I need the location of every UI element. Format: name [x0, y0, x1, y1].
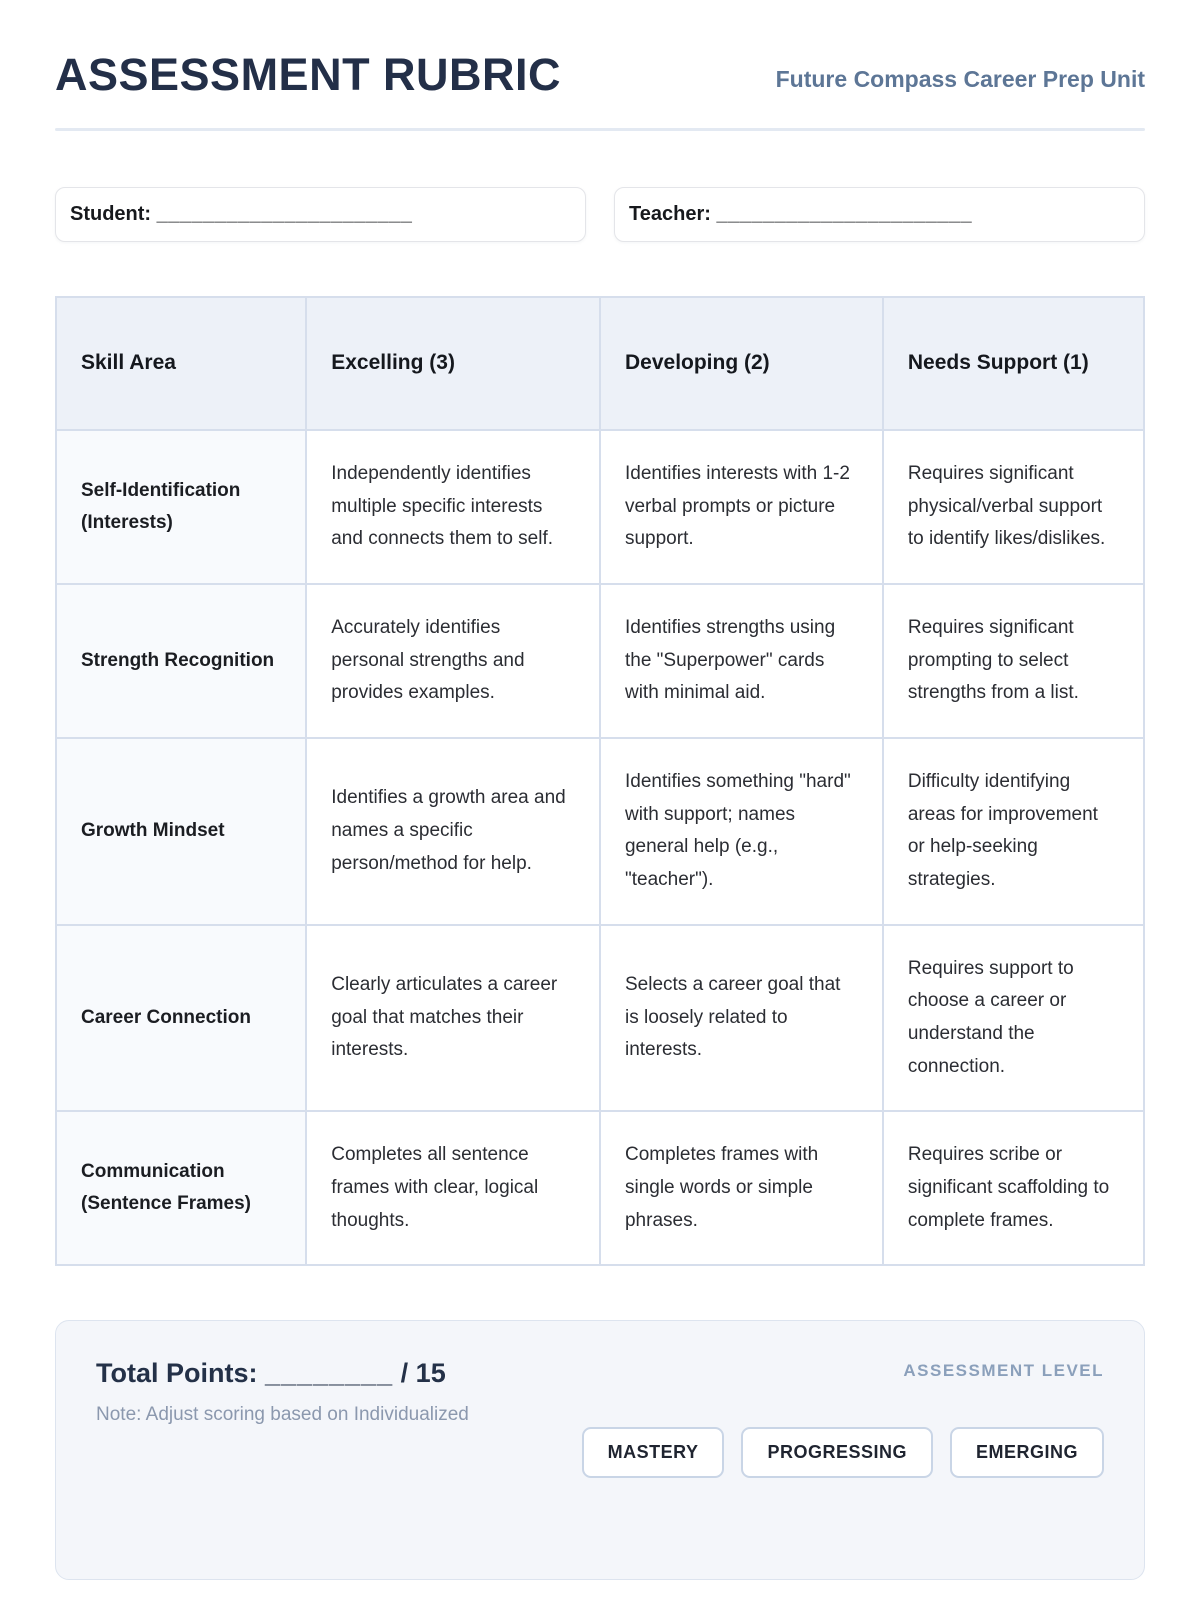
teacher-blank-line[interactable]: ______________________	[716, 203, 973, 225]
name-fields	[55, 187, 1145, 242]
student-label: Student:	[70, 203, 152, 225]
teacher-label: Teacher:	[629, 203, 711, 225]
excelling-criteria: Clearly articulates a career goal that matches their interests.	[306, 925, 600, 1112]
page-subtitle: Future Compass Career Prep Unit	[775, 66, 1145, 92]
total-points-section	[96, 1358, 469, 1499]
skill-name: Career Connection	[56, 925, 306, 1112]
excelling-criteria: Independently identifies multiple specific interests and connects them to self.	[306, 430, 600, 584]
needs-support-criteria: Difficulty identifying areas for improvement or help-seeking strategies.	[883, 738, 1144, 925]
excelling-criteria: Completes all sentence frames with clear, logical thoughts.	[306, 1111, 600, 1265]
needs-support-criteria: Requires scribe or significant scaffolding to complete frames.	[883, 1111, 1144, 1265]
total-points-label: Total Points:	[96, 1358, 258, 1389]
table-header-row	[56, 297, 1144, 430]
excelling-criteria: Identifies a growth area and names a specific person/method for help.	[306, 738, 600, 925]
developing-criteria: Completes frames with single words or simple phrases.	[600, 1111, 883, 1265]
developing-criteria: Identifies strengths using the "Superpower" cards with minimal aid.	[600, 584, 883, 738]
page-header	[55, 49, 1145, 100]
scoring-note: Note: Adjust scoring based on Individualized	[96, 1404, 469, 1426]
column-header-excelling: Excelling (3)	[306, 297, 600, 430]
skill-name: Strength Recognition	[56, 584, 306, 738]
skill-name: Communication (Sentence Frames)	[56, 1111, 306, 1265]
excelling-criteria: Accurately identifies personal strengths and provides examples.	[306, 584, 600, 738]
skill-name: Self-Identification (Interests)	[56, 430, 306, 584]
needs-support-criteria: Requires significant physical/verbal support to identify likes/dislikes.	[883, 430, 1144, 584]
score-summary-card	[55, 1320, 1145, 1580]
table-row	[56, 738, 1144, 925]
assessment-level-label: ASSESSMENT LEVEL	[903, 1361, 1104, 1381]
rubric-table	[55, 296, 1145, 1266]
assessment-level-section	[582, 1358, 1104, 1499]
developing-criteria: Selects a career goal that is loosely related to interests.	[600, 925, 883, 1112]
table-row	[56, 584, 1144, 738]
header-divider	[55, 128, 1145, 131]
skill-name: Growth Mindset	[56, 738, 306, 925]
student-field[interactable]	[55, 187, 586, 242]
page-title: ASSESSMENT RUBRIC	[55, 49, 562, 100]
developing-criteria: Identifies interests with 1-2 verbal prompts or picture support.	[600, 430, 883, 584]
teacher-field[interactable]	[614, 187, 1145, 242]
column-header-skill-area: Skill Area	[56, 297, 306, 430]
column-header-developing: Developing (2)	[600, 297, 883, 430]
table-row	[56, 1111, 1144, 1265]
developing-criteria: Identifies something "hard" with support; names general help (e.g., "teacher").	[600, 738, 883, 925]
emerging-button[interactable]: EMERGING	[950, 1427, 1104, 1478]
assessment-level-options	[582, 1427, 1104, 1478]
column-header-needs-support: Needs Support (1)	[883, 297, 1144, 430]
needs-support-criteria: Requires support to choose a career or understand the connection.	[883, 925, 1144, 1112]
table-row	[56, 925, 1144, 1112]
total-points-max: / 15	[400, 1358, 446, 1389]
table-row	[56, 430, 1144, 584]
progressing-button[interactable]: PROGRESSING	[741, 1427, 933, 1478]
needs-support-criteria: Requires significant prompting to select strengths from a list.	[883, 584, 1144, 738]
total-points-blank-line[interactable]: ________	[265, 1358, 394, 1389]
mastery-button[interactable]: MASTERY	[582, 1427, 725, 1478]
total-points-line	[96, 1358, 469, 1389]
student-blank-line[interactable]: ______________________	[156, 203, 413, 225]
